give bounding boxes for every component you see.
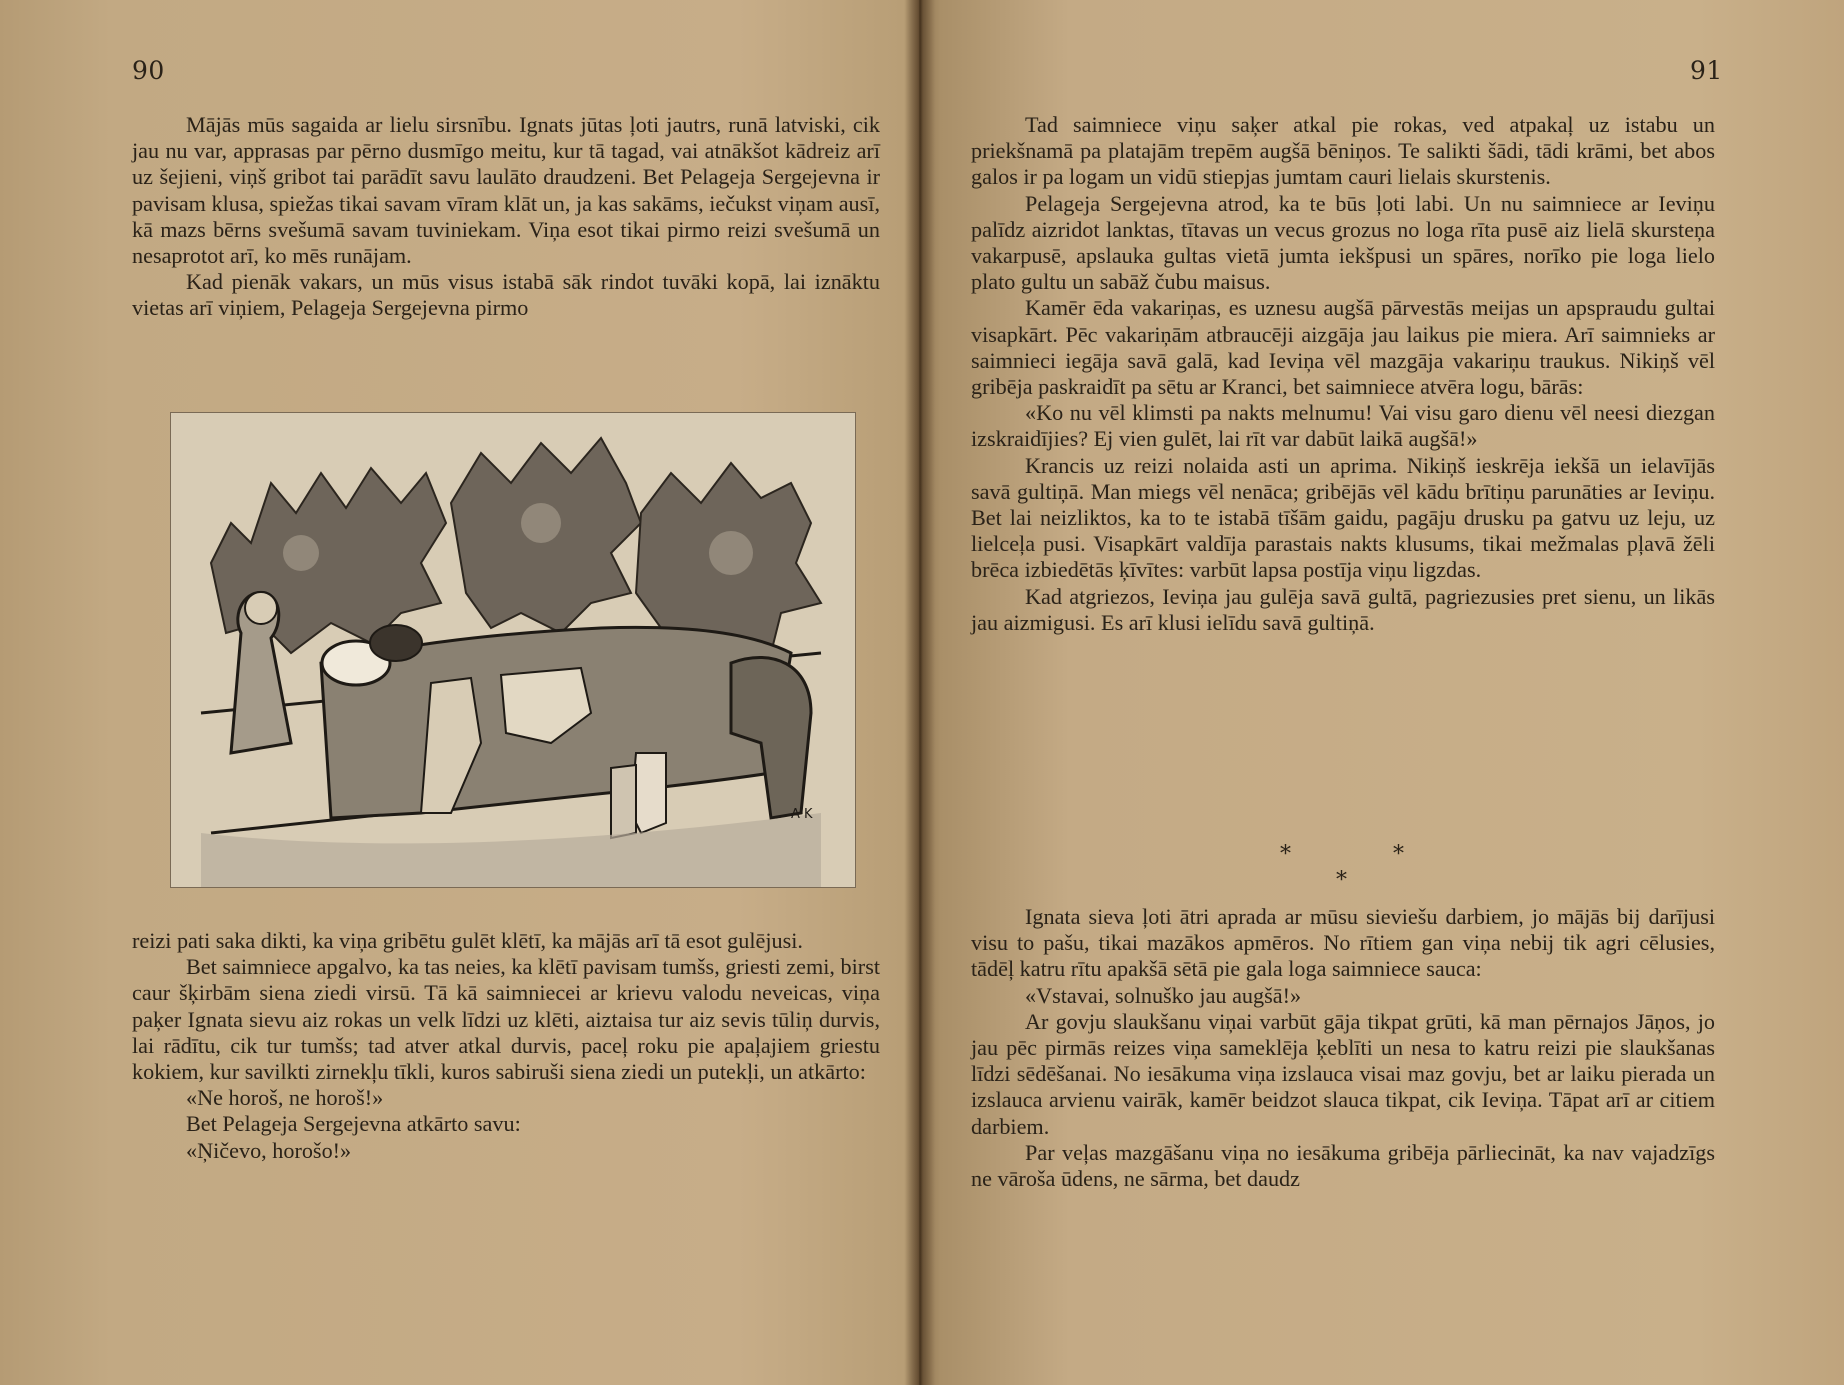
paragraph: «Ne horoš, ne horoš!» — [186, 1085, 384, 1111]
left-page-top-text — [132, 112, 880, 322]
left-page-bottom-text — [132, 928, 880, 1164]
page-number-right: 91 — [1690, 56, 1723, 85]
illustration-sleeping-figures — [170, 412, 856, 888]
separator-star: * — [1393, 842, 1404, 867]
paragraph: Pelageja Sergejevna atrod, ka te būs ļoti labi. Un nu saimniece ar Ieviņu palīdz aizridot lanktas, tītavas un vecus grozus no loga rīta pusē aiz lielā skursteņa vakarpusē, apslauka gultas vietā jumta iekšpusi un spāres, norīko pie loga lielo plato gultu un sabāž čubu maisus. — [971, 190, 1715, 295]
paragraph: Kamēr ēda vakariņas, es uznesu augšā pārvestās meijas un apspraudu gultai visapkārt. Pēc vakariņām atbraucēji aizgāja jau laikus pie miera. Arī saimnieks ar saimnieci iegāja savā galā, kad Ieviņa vēl mazgāja vakariņu traukus. Nikiņš vēl gribēja paskraidīt pa sētu ar Kranci, bet saimniece atvēra logu, bārās: — [971, 295, 1715, 400]
paragraph: «Vstavai, solnuško jau augšā!» — [1025, 982, 1302, 1008]
paragraph: Mājās mūs sagaida ar lielu sirsnību. Ignats jūtas ļoti jautrs, runā latviski, cik jau nu var, apprasas par pērno dusmīgo meitu, kur tā tagad, vai atnākšot kādreiz arī uz šejieni, viņš gribot tai parādīt savu laulāto draudzeni. Bet Pelageja Sergejevna ir pavisam klusa, spiežas tikai savam vīram klāt un, ja kas sakāms, iečukst viņam ausī, kā mazs bērns svešumā savam tuviniekam. Viņa esot tikai pirmo reizi svešumā un nesaprotot arī, ko mēs runājam. — [132, 112, 880, 269]
separator-star: * — [1336, 868, 1347, 893]
paragraph: Ar govju slaukšanu viņai varbūt gāja tikpat grūti, kā man pērnajos Jāņos, jo jau pēc pirmās reizes viņa sameklēja ķeblīti un nesa to katru reizi pie slaukšanas līdzi sēdēšanai. No iesākuma viņa izslauca visai maz govju, bet ar laiku pierada un izslauca arvienu vairāk, kamēr beidzot slauca tikpat, cik Ieviņa. Tāpat arī ar citiem darbiem. — [971, 1008, 1715, 1139]
paragraph: Kad atgriezos, Ieviņa jau gulēja savā gultā, pagriezusies pret sienu, un likās jau aizmigusi. Es arī klusi ielīdu savā gultiņā. — [971, 583, 1715, 635]
right-page-bottom-text — [971, 904, 1715, 1192]
paragraph: «Ko nu vēl klimsti pa nakts melnumu! Vai visu garo dienu vēl neesi diezgan izskraidījies? Ej vien gulēt, lai rīt var dabūt laikā augšā!» — [971, 400, 1715, 452]
paragraph: «Ņičevo, horošo!» — [186, 1137, 352, 1163]
separator-star: * — [1280, 842, 1291, 867]
illustration-signature: A·K — [791, 807, 813, 822]
paragraph: Kad pienāk vakars, un mūs visus istabā sāk rindot tuvāki kopā, lai iznāktu vietas arī viņiem, Pelageja Sergejevna pirmo — [132, 269, 880, 321]
paragraph: Bet saimniece apgalvo, ka tas neies, ka klētī pavisam tumšs, griesti zemi, birst caur šķirbām siena ziedi virsū. Tā kā saimniecei ar krievu valodu neveicas, viņa paķer Ignata sievu aiz rokas un velk līdzi uz klēti, aiztaisa tur aiz sevis tūliņ durvis, lai rādītu, cik tur tumšs; tad atver atkal durvis, paceļ roku pie apaļajiem griestu kokiem, kur savilkti zirnekļu tīkli, kuros sabiruši siena ziedi un putekļi, un atkārto: — [132, 954, 880, 1085]
paragraph: Tad saimniece viņu saķer atkal pie rokas, ved atpakaļ uz istabu un priekšnamā pa platajām trepēm augšā bēniņos. Te salikti šādi, tādi krāmi, bet abos galos ir pa logam un vidū stiepjas jumtam cauri lielais skurstenis. — [971, 112, 1715, 190]
page-number-left: 90 — [132, 56, 165, 85]
book-spine — [905, 0, 935, 1385]
paragraph: reizi pati saka dikti, ka viņa gribētu gulēt klētī, ka mājās arī tā esot gulējusi. — [132, 928, 803, 953]
paragraph: Bet Pelageja Sergejevna atkārto savu: — [186, 1111, 521, 1137]
paragraph: Par veļas mazgāšanu viņa no iesākuma gribēja pārliecināt, ka nav vajadzīgs ne vāroša ūdens, ne sārma, bet daudz — [971, 1139, 1715, 1192]
paragraph: Ignata sieva ļoti ātri aprada ar mūsu sieviešu darbiem, jo mājās bij darījusi visu to pašu, tikai mazākos apmēros. No rītiem gan viņa nebij tik agri cēlusies, tādēļ katru rītu apakšā sētā pie gala loga saimniece sauca: — [971, 904, 1715, 982]
right-page-top-text — [971, 112, 1715, 636]
paragraph: Krancis uz reizi nolaida asti un aprima. Nikiņš ieskrēja iekšā un ielavījās savā gultiņā. Man miegs vēl nenāca; gribējās vēl kādu brītiņu parunāties ar Ieviņu. Bet lai neizliktos, ka to te istabā tīšām gaidu, pagāju drusku pa gatvu uz leju, uz lielceļa pusi. Visapkārt valdīja parastais nakts klusums, tikai mežmalas pļavā žēli brēca izbiedētās ķīvītes: varbūt lapsa postīja viņu ligzdas. — [971, 452, 1715, 583]
illustration-drawing — [171, 413, 855, 887]
